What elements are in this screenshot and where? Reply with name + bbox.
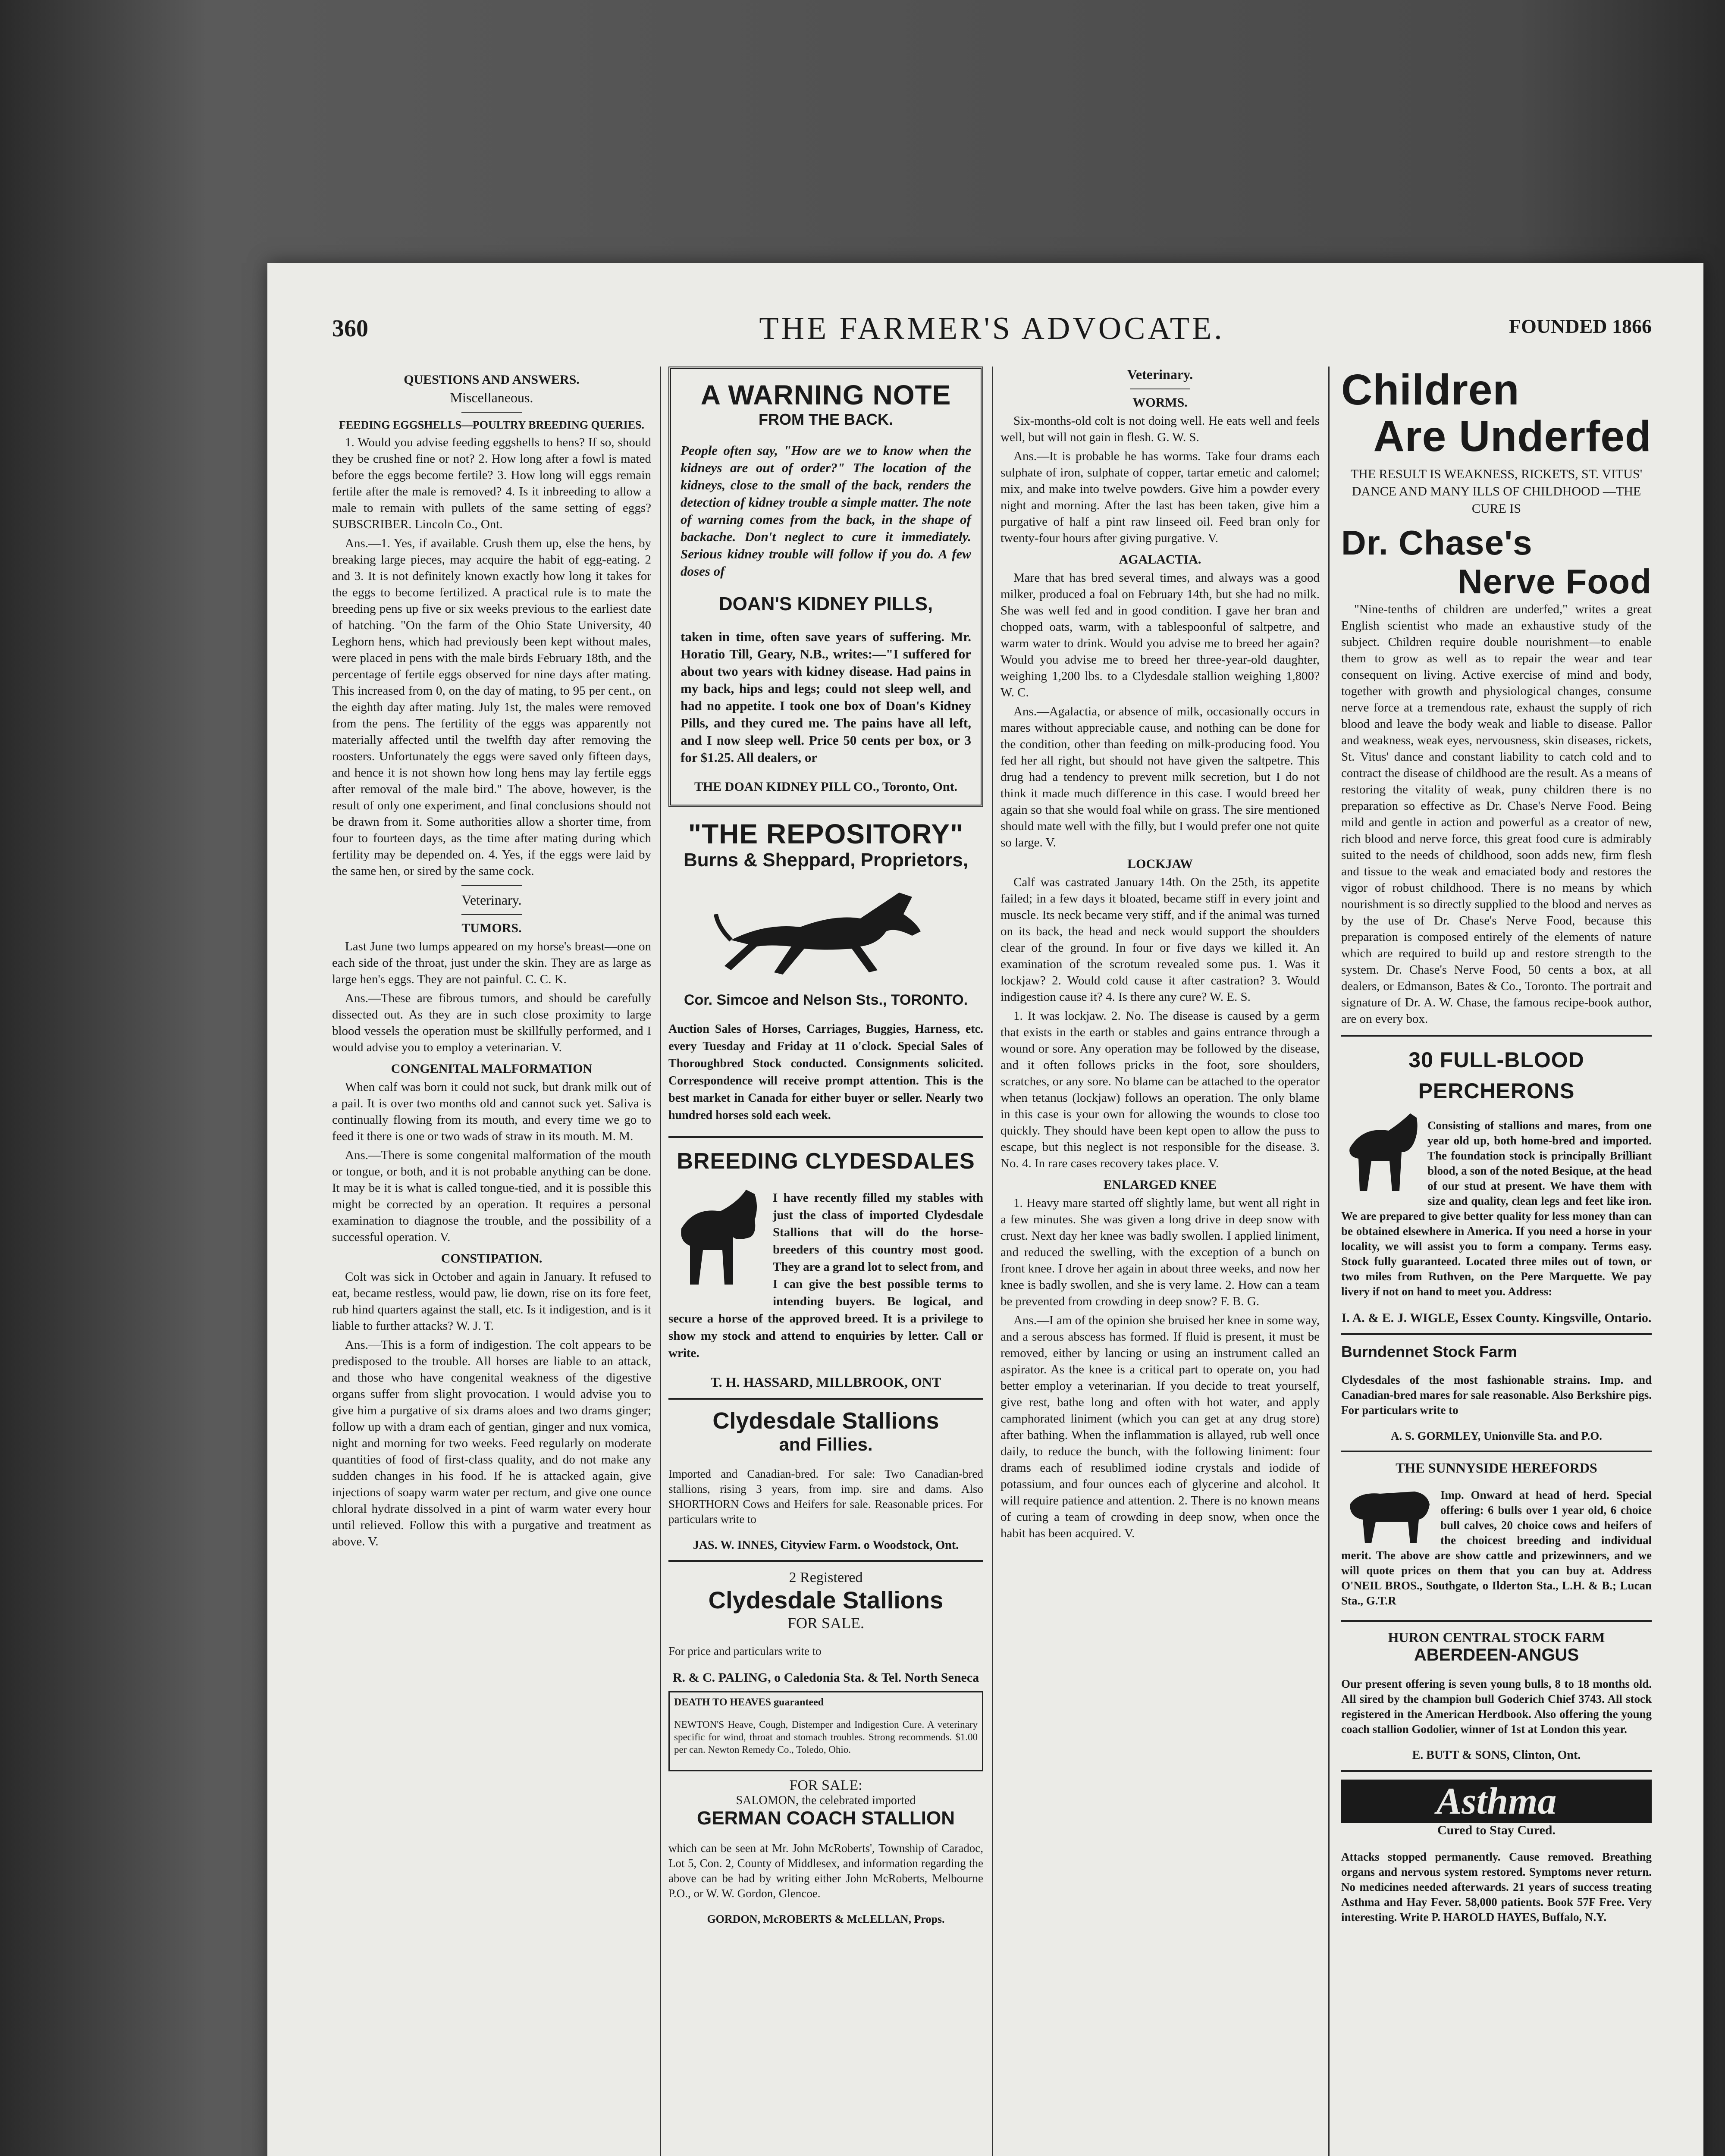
ad-title: HURON CENTRAL STOCK FARM: [1388, 1630, 1605, 1645]
divider: [461, 914, 522, 915]
article-question: Six-months-old colt is not doing well. He eats well and feels well, but will not gain in flesh. G. W. S.: [1000, 414, 1320, 444]
ad-title: Burndennet Stock Farm: [1341, 1343, 1518, 1360]
ad-product: DOAN'S KIDNEY PILLS,: [718, 593, 933, 614]
hereford-bull-illustration: [1341, 1479, 1436, 1548]
divider: [1341, 1620, 1652, 1622]
divider: [461, 412, 522, 413]
ad-body: Consisting of stallions and mares, from one year old up, both home-bred and imported. The foundation stock is principally Brilliant blood, a son of the noted Besique, at the head of our stud at present. We have them with size and quality, clean legs and feet like iron. We are prepared to give better quality for less money than can be obtained elsewhere in America. If you need a horse in your locality, we will assist you to form a company. Terms easy. Stock fully guaranteed. Located three miles out of town, or two miles from Ruthven, on the Pere Marquette. We pay livery if not on hand to meet you. Address:: [1341, 1119, 1652, 1298]
ad-title: "THE REPOSITORY": [688, 818, 964, 849]
ad-title: BREEDING CLYDESDALES: [677, 1149, 975, 1174]
article-question: Calf was castrated January 14th. On the 25th, its appetite failed; in a few days it bloated, became stiff in every joint and muscle. Its neck became very stiff, and if the animal was turned on its back, the head and neck would support the shoulders clear of the ground. In four or five days we killed it. An examination of the scrotum revealed some pus. 1. Was it lockjaw? 2. Would cold cause it after castration? 3. Would indigestion cause it? 4. Is there any cure? W. E. S.: [1000, 875, 1320, 1004]
ad-body: which can be seen at Mr. John McRoberts', Township of Caradoc, Lot 5, Con. 2, County of Middlesex, and information regarding the above can be had by writing either John McRoberts, Melbourne P.O., or W. W. Gordon, Glencoe.: [668, 1842, 983, 1900]
ad-title: GERMAN COACH STALLION: [696, 1808, 955, 1829]
ad-title: 30 FULL-BLOOD PERCHERONS: [1408, 1048, 1584, 1103]
ad-title: A WARNING NOTE: [700, 379, 951, 411]
column-rule: [1328, 367, 1330, 2156]
ad-signature: THE DOAN KIDNEY PILL CO., Toronto, Ont.: [694, 780, 958, 794]
ad-body: Attacks stopped permanently. Cause removed. Breathing organs and nervous system restored. Symptoms never return. No medicines needed afterwards. 21 years of success treating Asthma and Hay Fever. 58,000 patients. Book 57F Free. Very interesting. Write P. HAROLD HAYES, Buffalo, N.Y.: [1341, 1850, 1652, 1924]
coach-stallion-ad: [668, 1777, 983, 1926]
article-heading: WORMS.: [1132, 395, 1188, 410]
percheron-horse-illustration: [1341, 1109, 1423, 1195]
ad-body: NEWTON'S Heave, Cough, Distemper and Indigestion Cure. A veterinary specific for wind, throat and stomach troubles. Strong recommends. $1.00 per can. Newton Remedy Co., Toledo, Ohio.: [674, 1719, 978, 1755]
article-heading: AGALACTIA.: [1119, 552, 1201, 567]
section-title: Veterinary.: [1127, 367, 1193, 382]
divider: [668, 1398, 983, 1400]
column-4: [1341, 367, 1652, 2156]
section-subtitle: Miscellaneous.: [450, 390, 533, 405]
ad-body: Clydesdales of the most fashionable strains. Imp. and Canadian-bred mares for sale reasonable. Also Berkshire pigs. For particulars write to: [1341, 1373, 1652, 1416]
article-heading: FEEDING EGGSHELLS—POULTRY BREEDING QUERIES.: [339, 419, 644, 431]
article-answer: Ans.—It is probable he has worms. Take four drams each sulphate of iron, sulphate of copper, tartar emetic and calomel; mix, and make into twelve powders. Give him a powder every night and morning. After the last has been taken, give him a purgative of half a pint raw linseed oil. Feed bran only for twenty-four hours after giving purgative. V.: [1000, 449, 1320, 545]
newspaper-page: [267, 263, 1703, 2156]
article-heading: CONSTIPATION.: [441, 1251, 543, 1266]
page-header: [332, 311, 1652, 354]
ad-signature: A. S. GORMLEY, Unionville Sta. and P.O.: [1390, 1429, 1603, 1442]
article-question: 1. Heavy mare started off slightly lame, but went all right in a few minutes. She was given a long drive in deep snow with crust. Next day her knee was badly swollen. I applied liniment, and reduced the swelling, with the exception of a bunch on front knee. I drove her again in about three weeks, and now her knee is badly swollen, and she is very lame. 2. How can a team be prevented from crowding in deep snow? F. B. G.: [1000, 1196, 1320, 1308]
ad-signature: GORDON, McROBERTS & McLELLAN, Props.: [707, 1913, 945, 1925]
column-2: [668, 367, 983, 2156]
ad-subtitle: and Fillies.: [779, 1434, 873, 1454]
ad-body: taken in time, often save years of suffering. Mr. Horatio Till, Geary, N.B., writes:—"I suffered for about two years with kidney disease. Had pains in my back, hips and legs; could not sleep well, and had no appetite. I took one box of Doan's Kidney Pills, and they cured me. The pains have all left, and I now sleep well. Price 50 cents per box, or 3 for $1.25. All dealers, or: [681, 629, 971, 765]
article-question: 1. Would you advise feeding eggshells to hens? If so, should they be crushed fine or not? 2. How long after a fowl is mated before the eggs become fertile? 3. How long will eggs remain fertile after the male is removed? 4. Is it inbreeding to allow a male to remain with pullets of the same setting of eggs? SUBSCRIBER. Lincoln Co., Ont.: [332, 436, 651, 531]
section-title: QUESTIONS AND ANSWERS.: [404, 373, 580, 387]
draft-horse-illustration: [668, 1181, 768, 1293]
article-heading: LOCKJAW: [1127, 857, 1193, 871]
ad-body: Our present offering is seven young bulls, 8 to 18 months old. All sired by the champion bull Goderich Chief 3743. All stock registered in the American Herdbook. Also offering the young coach stallion Godolier, winner of 1st at London this year.: [1341, 1677, 1652, 1736]
ad-subtitle: THE RESULT IS WEAKNESS, RICKETS, ST. VITUS' DANCE AND MANY ILLS OF CHILDHOOD —THE CURE IS: [1350, 467, 1643, 516]
divider: [1341, 1451, 1652, 1452]
ad-body: "Nine-tenths of children are underfed," writes a great English scientist who made an exhaustive study of the subject. Children require double nourishment—to enable them to grow as well as to repair the wear and tear consequent on living. Active exercise of mind and body, together with growth and physiological changes, consume nerve force at a tremendous rate, exhaust the supply of rich blood and leave the body weak and liable to disease. Pallor and weakness, weak eyes, nervousness, skin diseases, rickets, St. Vitus' dance and constant liability to catch cold and to contract the disease of childhood are the result. As a means of restoring the vitality of weak, puny children there is no preparation so effective as Dr. Chase's Nerve Food. Being mild and gentle in action and powerful as a creator of new, rich blood and nerve force, this great food cure is admirably suited to the needs of childhood, soon adds new, firm flesh and tissue to the weak and emaciated body and restores the vigor of robust childhood. There is no means by which nourishment is so directly supplied to the blood and nerves as by the use of Dr. Chase's Nerve Food, because this preparation is composed entirely of the elements of nature which are required to build up and restore strength to the system. Dr. Chase's Nerve Food, 50 cents a box, at all dealers, or Edmanson, Bates & Co., Toronto. The portrait and signature of Dr. A. W. Chase, the famous recipe-book author, are on every box.: [1341, 602, 1652, 1026]
ad-signature: I. A. & E. J. WIGLE, Essex County. Kingsville, Ontario.: [1341, 1311, 1652, 1325]
paling-clydesdale-ad: [668, 1570, 983, 1685]
masthead: THE FARMER'S ADVOCATE.: [759, 311, 1225, 346]
ad-body: I have recently filled my stables with just the class of imported Clydesdale Stallions that will do the horse-breeders of this country most good. They are a grand lot to select from, and I can give the best possible terms to intending buyers. Be logical, and secure a horse of the approved breed. It is a privilege to show my stock and attend to enquiries by letter. Call or write.: [668, 1191, 983, 1360]
ad-signature: R. & C. PALING, o Caledonia Sta. & Tel. North Seneca: [672, 1670, 979, 1685]
ad-subtitle: ABERDEEN-ANGUS: [1414, 1645, 1579, 1664]
ad-signature: T. H. HASSARD, MILLBROOK, ONT: [710, 1374, 941, 1390]
article-heading: ENLARGED KNEE: [1103, 1178, 1217, 1192]
innes-clydesdale-ad: [668, 1407, 983, 1552]
ad-kicker: 2 Registered: [789, 1570, 863, 1586]
ad-subtitle: Cured to Stay Cured.: [1437, 1823, 1556, 1837]
ad-body: People often say, "How are we to know when the kidneys are out of order?" The location of the kidneys, close to the small of the back, renders the detection of kidney trouble a simple matter. The note of warning comes from the back, in the shape of backache. Don't neglect to cure it immediately. Serious kidney trouble will follow if you do. A few doses of: [681, 443, 971, 579]
article-answer: Ans.—I am of the opinion she bruised her knee in some way, and a serous abscess has formed. If fluid is present, it must be removed, either by lancing or using an instrument called an aspirator. As the knee is a critical part to operate on, you had better employ a veterinarian. If you decide to treat yourself, give rest, bathe long and often with hot water, and apply camphorated liniment (which you can get at any drug store) after bathing. When the inflammation is allayed, rub well once daily, to reduce the bunch, with the following liniment: four drams each of resublimed iodine crystals and iodide of potassium, and four ounces each of glycerine and alcohol. It will require patience and attention. 2. There is no known means of curing a team of crowding in deep snow, when once the habit has been acquired. V.: [1000, 1313, 1320, 1540]
article-answer: Ans.—Agalactia, or absence of milk, occasionally occurs in mares without appreciable cause, and nothing can be done for the condition, other than feeding on milk-producing food. You fed her all right, but should not have given the saltpetre. This drug had a tendency to prevent milk secretion, but I do not think it made much difference in this case. I would breed her again so that she would foal while on grass. The sire mentioned should mate well with the filly, but I would prefer one not quite so large. V.: [1000, 705, 1320, 849]
ad-signature: JAS. W. INNES, Cityview Farm. o Woodstock, Ont.: [693, 1539, 959, 1552]
divider: [668, 1560, 983, 1562]
repository-ad: [668, 818, 983, 1124]
doans-ad: [668, 367, 983, 807]
divider: [1341, 1035, 1652, 1037]
section-subtitle: Veterinary.: [461, 892, 522, 908]
divider: [668, 1136, 983, 1138]
ad-body: For price and particulars write to: [668, 1645, 822, 1658]
article-answer: Ans.—There is some congenital malformation of the mouth or tongue, or both, and it is not probable anything can be done. It may be it is what is called tongue-tied, and it is possible this might be corrected by an operation. It requires a personal examination to diagnose the trouble, and the possibility of a successful operation. V.: [332, 1148, 651, 1244]
article-heading: TUMORS.: [461, 921, 522, 935]
article-question: Last June two lumps appeared on my horse's breast—one on each side of the throat, just under the skin. They are as large as large hen's eggs. They are not painful. C. C. K.: [332, 940, 651, 986]
column-3: [1000, 367, 1320, 2156]
ad-body: Imported and Canadian-bred. For sale: Two Canadian-bred stallions, rising 3 years, from imp. sire and dams. Also SHORTHORN Cows and Heifers for sale. Reasonable prices. For particulars write to: [668, 1467, 983, 1526]
huron-ad: [1341, 1630, 1652, 1762]
ad-subtitle: Burns & Sheppard, Proprietors,: [683, 849, 969, 871]
breeding-clydesdales-ad: [668, 1146, 983, 1390]
article-question: Colt was sick in October and again in January. It refused to eat, became restless, would paw, lie down, rise on its fore feet, rub hind quarters against the stall, etc. Is it indigestion, and is it liable to further attacks? W. J. T.: [332, 1270, 651, 1333]
article-question: When calf was born it could not suck, but drank milk out of a pail. It is over two months old and cannot suck yet. Saliva is continually flowing from its mouth, and every time we go to feed it there is one or two wads of straw in its mouth. M. M.: [332, 1080, 651, 1143]
ad-address: Cor. Simcoe and Nelson Sts., TORONTO.: [684, 992, 968, 1008]
asthma-ad: [1341, 1780, 1652, 1925]
burndennet-ad: [1341, 1343, 1652, 1443]
ad-signature: E. BUTT & SONS, Clinton, Ont.: [1412, 1749, 1581, 1762]
article-heading: CONGENITAL MALFORMATION: [391, 1062, 593, 1076]
article-answer: Ans.—1. Yes, if available. Crush them up, else the hens, by breaking large pieces, may acquire the habit of egg-eating. 2 and 3. It is not definitely known exactly how long it takes for the eggs to become fertilized. A practical rule is to mate the breeding pens up five or six weeks previous to the earliest date of hatching. "On the farm of the Ohio State University, 40 Leghorn hens, which had previously been kept without males, were placed in pens with the male birds February 18th, and the percentage of fertile eggs observed for nine days after mating. This increased from 0, on the day of mating, to 95 per cent., on the eighth day after mating. July 1st, the males were removed from the pens. The fertility of the eggs was apparently not materially affected until the twelfth day after removing the roosters. Unfortunately the eggs were saved only fifteen days, and hence it is not shown how long hens may lay fertile eggs after removal of the male bird." The above, however, is the result of only one experiment, and final conclusions should not be drawn from it. Some authorities allow a shorter time, from four to fourteen days, as the time after mating during which fertility may be depended on. 4. Yes, if the eggs were laid by the same hen, or sired by the same cock.: [332, 536, 651, 878]
ad-title: Clydesdale Stallions: [712, 1408, 939, 1434]
divider: [461, 885, 522, 886]
page-number: 360: [332, 315, 368, 342]
ad-title: Clydesdale Stallions: [708, 1586, 944, 1614]
ad-product: Dr. Chase's: [1341, 523, 1533, 562]
ad-title: Are Underfed: [1373, 412, 1652, 461]
running-horse-illustration: [714, 875, 938, 987]
ad-subtitle: FROM THE BACK.: [759, 411, 893, 428]
divider: [1341, 1333, 1652, 1335]
founded-label: FOUNDED 1866: [1509, 315, 1652, 337]
column-1: [332, 367, 651, 2156]
ad-title: DEATH TO HEAVES guaranteed: [674, 1697, 824, 1708]
divider: [1341, 1770, 1652, 1772]
ad-product: Nerve Food: [1457, 562, 1652, 601]
ad-title: Children: [1341, 367, 1520, 414]
ad-body: Auction Sales of Horses, Carriages, Buggies, Harness, etc. every Tuesday and Friday at 11 o'clock. Special Sales of Thoroughbred Stock conducted. Consignments solicited. Correspondence will receive prompt attention. This is the best market in Canada for either buyer or seller. Nearly two hundred horses sold each week.: [668, 1022, 983, 1122]
ad-title: Asthma: [1341, 1780, 1652, 1823]
heaves-ad: [668, 1691, 983, 1771]
column-rule: [992, 367, 993, 2156]
article-answer: 1. It was lockjaw. 2. No. The disease is caused by a germ that exists in the earth or stables and gains entrance through a wound or sore. Any operation may be followed by the disease, and it often follows pricks in the foot, sore shoulders, scratches, or any sore. No blame can be attached to the operator when tetanus (lockjaw) follows an operation. The only blame in this case is your own for allowing the wounds to close too quickly. They should have been kept open to allow the puss to escape, but this neglect is not responsible for the disease. 3. No. 4. In rare cases recovery takes place. V.: [1000, 1009, 1320, 1170]
ad-title: THE SUNNYSIDE HEREFORDS: [1396, 1460, 1597, 1476]
article-answer: Ans.—This is a form of indigestion. The colt appears to be predisposed to the trouble. All horses are liable to an attack, and those who have congenital weakness of the digestive organs suffer from slight provocation. I would advise you to give him a purgative of six drams aloes and two drams ginger; follow up with a dram each of gentian, ginger and nux vomica, night and morning for two weeks. Feed regularly on moderate quantities of food of first-class quality, and do not make any sudden changes in his food. If he is attacked again, give injections of soapy warm water per rectum, and give one ounce chloral hydrate dissolved in a pint of warm water every hour until relieved. Follow this with a purgative and treatment as above. V.: [332, 1338, 651, 1548]
article-question: Mare that has bred several times, and always was a good milker, produced a foal on February 14th, but she had no milk. She was well fed and in good condition. I gave her bran and chopped oats, warm, with a tablespoonful of saltpetre, and warm water to drink. Would you advise me to breed her again? Would you advise me to breed her three-year-old daughter, weighing 1,200 lbs. to a Clydesdale stallion weighing 1,800? W. C.: [1000, 571, 1320, 699]
sunnyside-ad: [1341, 1460, 1652, 1608]
article-answer: Ans.—These are fibrous tumors, and should be carefully dissected out. As they are in such close proximity to large blood vessels the operation must be skillfully performed, and I would advise you to employ a veterinarian. V.: [332, 991, 651, 1054]
ad-subtitle: FOR SALE.: [787, 1614, 865, 1632]
column-rule: [660, 367, 661, 2156]
percherons-ad: [1341, 1044, 1652, 1326]
ad-body: Imp. Onward at head of herd. Special offering: 6 bulls over 1 year old, 6 choice bull calves, 20 choice cows and heifers of the choicest breeding and individual merit. The above are show cattle and prizewinners, and we will quote prices on them that you can buy at. Address O'NEIL BROS., Southgate, o Ilderton Sta., L.H. & B.; Lucan Sta., G.T.R: [1341, 1489, 1652, 1607]
dr-chase-ad: [1341, 367, 1652, 1027]
ad-kicker: FOR SALE:: [789, 1777, 862, 1793]
ad-subtitle: SALOMON, the celebrated imported: [736, 1794, 916, 1807]
